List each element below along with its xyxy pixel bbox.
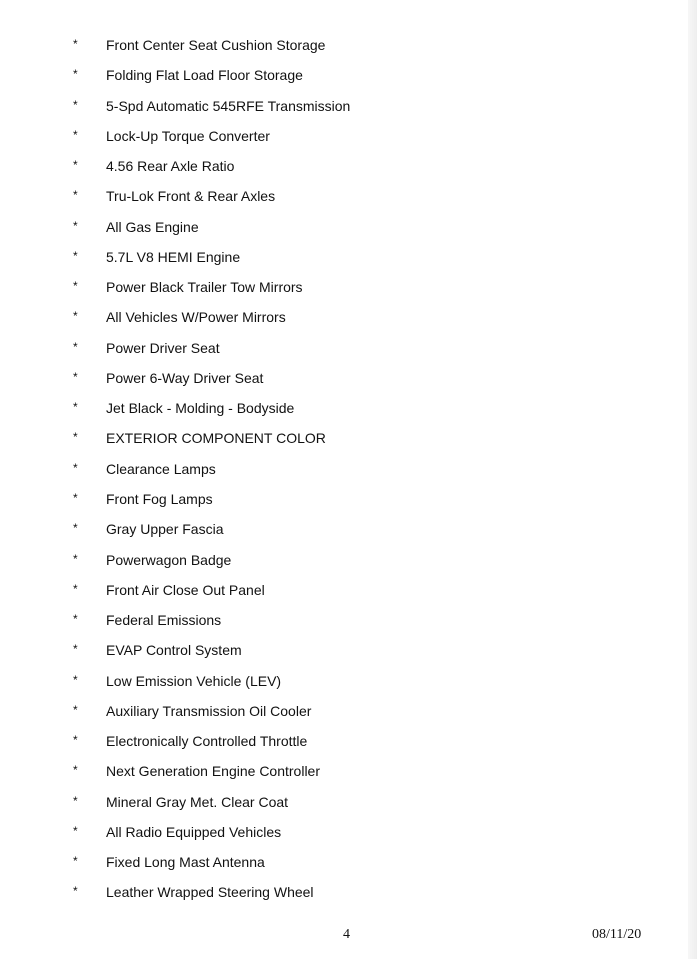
list-item	[0, 91, 660, 121]
bullet-marker: *	[73, 763, 78, 778]
bullet-marker: *	[73, 521, 78, 536]
list-item	[0, 393, 660, 423]
feature-label: 4.56 Rear Axle Ratio	[106, 158, 235, 175]
list-item	[0, 423, 660, 453]
feature-label: Leather Wrapped Steering Wheel	[106, 884, 314, 901]
list-item	[0, 726, 660, 756]
list-item	[0, 30, 660, 60]
bullet-marker: *	[73, 612, 78, 627]
bullet-marker: *	[73, 490, 78, 505]
feature-label: Folding Flat Load Floor Storage	[106, 67, 303, 84]
list-item	[0, 242, 660, 272]
bullet-marker: *	[73, 188, 78, 203]
list-item	[0, 545, 660, 575]
feature-label: All Vehicles W/Power Mirrors	[106, 309, 286, 326]
feature-label: 5-Spd Automatic 545RFE Transmission	[106, 97, 351, 114]
feature-label: EVAP Control System	[106, 642, 242, 659]
feature-label: Low Emission Vehicle (LEV)	[106, 672, 282, 689]
feature-label: Clearance Lamps	[106, 460, 216, 477]
bullet-marker: *	[73, 97, 78, 112]
page-edge-shadow	[688, 0, 697, 959]
list-item	[0, 60, 660, 90]
bullet-marker: *	[73, 460, 78, 475]
list-item	[0, 756, 660, 786]
list-item	[0, 181, 660, 211]
feature-label: Front Center Seat Cushion Storage	[106, 37, 326, 53]
feature-label: Electronically Controlled Throttle	[106, 733, 308, 750]
bullet-marker: *	[73, 793, 78, 808]
list-item	[0, 484, 660, 514]
bullet-marker: *	[73, 884, 78, 899]
list-item	[0, 514, 660, 544]
bullet-marker: *	[73, 309, 78, 324]
bullet-marker: *	[73, 733, 78, 748]
bullet-marker: *	[73, 67, 78, 82]
footer-date: 08/11/20	[592, 927, 642, 942]
list-item	[0, 272, 660, 302]
list-item	[0, 787, 660, 817]
bullet-marker: *	[73, 581, 78, 596]
bullet-marker: *	[73, 551, 78, 566]
list-item	[0, 363, 660, 393]
bullet-marker: *	[73, 854, 78, 869]
feature-list	[0, 30, 660, 908]
list-item	[0, 575, 660, 605]
bullet-marker: *	[73, 400, 78, 415]
bullet-marker: *	[73, 823, 78, 838]
list-item	[0, 302, 660, 332]
list-item	[0, 605, 660, 635]
bullet-marker: *	[73, 127, 78, 142]
bullet-marker: *	[73, 430, 78, 445]
bullet-marker: *	[73, 248, 78, 263]
bullet-marker: *	[73, 37, 78, 51]
feature-label: Lock-Up Torque Converter	[106, 127, 270, 144]
bullet-marker: *	[73, 218, 78, 233]
feature-label: Powerwagon Badge	[106, 551, 232, 568]
feature-label: Mineral Gray Met. Clear Coat	[106, 793, 289, 810]
list-item	[0, 635, 660, 665]
feature-label: Power Driver Seat	[106, 339, 220, 356]
bullet-marker: *	[73, 158, 78, 173]
feature-label: Next Generation Engine Controller	[106, 763, 321, 780]
bullet-marker: *	[73, 702, 78, 717]
feature-label: All Radio Equipped Vehicles	[106, 823, 282, 840]
list-item	[0, 121, 660, 151]
list-item	[0, 877, 660, 907]
list-item	[0, 666, 660, 696]
list-item	[0, 696, 660, 726]
bullet-marker: *	[73, 279, 78, 294]
feature-label: Federal Emissions	[106, 612, 222, 629]
bullet-marker: *	[73, 672, 78, 687]
feature-label: Tru-Lok Front & Rear Axles	[106, 188, 276, 205]
feature-label: Power 6-Way Driver Seat	[106, 369, 264, 386]
feature-label: Power Black Trailer Tow Mirrors	[106, 279, 303, 296]
feature-label: Front Air Close Out Panel	[106, 581, 265, 598]
feature-label: Jet Black - Molding - Bodyside	[106, 400, 295, 417]
feature-label: Front Fog Lamps	[106, 490, 213, 507]
list-item	[0, 817, 660, 847]
feature-label: Fixed Long Mast Antenna	[106, 854, 265, 871]
bullet-marker: *	[73, 369, 78, 384]
list-item	[0, 847, 660, 877]
list-item	[0, 333, 660, 363]
page-number: 4	[343, 927, 350, 942]
list-item	[0, 454, 660, 484]
bullet-marker: *	[73, 642, 78, 657]
feature-label: 5.7L V8 HEMI Engine	[106, 248, 241, 265]
feature-label: EXTERIOR COMPONENT COLOR	[106, 430, 326, 447]
list-item	[0, 212, 660, 242]
bullet-marker: *	[73, 339, 78, 354]
feature-label: All Gas Engine	[106, 218, 199, 235]
feature-label: Gray Upper Fascia	[106, 521, 224, 538]
list-item	[0, 151, 660, 181]
feature-label: Auxiliary Transmission Oil Cooler	[106, 702, 312, 719]
